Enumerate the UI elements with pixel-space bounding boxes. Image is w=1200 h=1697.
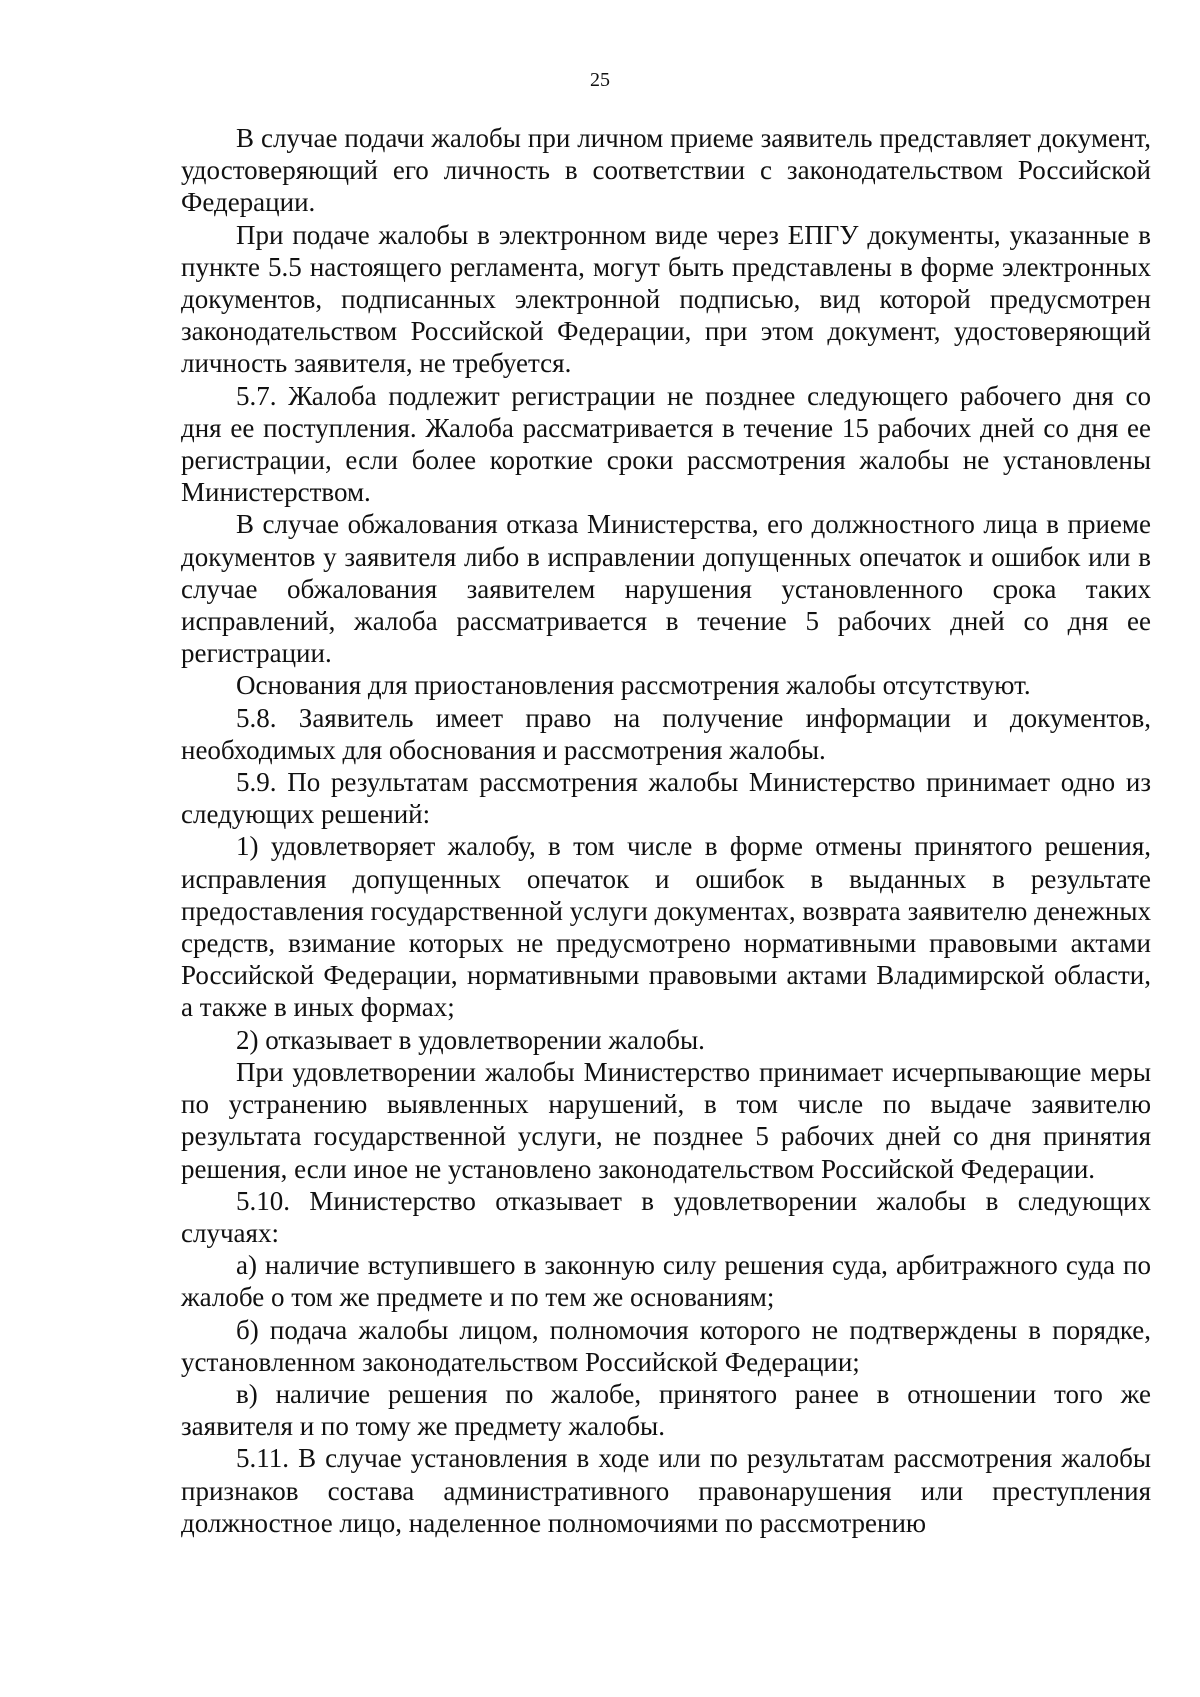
paragraph: б) подача жалобы лицом, полномочия которого не подтверждены в порядке, установленном законодательством Российской Федерации; xyxy=(181,1314,1151,1377)
paragraph: При подаче жалобы в электронном виде через ЕПГУ документы, указанные в пункте 5.5 настоящего регламента, могут быть представлены в форме электронных документов, подписанных электронной подписью, вид которой предусмотрен законодательством Российской Федерации, при этом документ, удостоверяющий личность заявителя, не требуется. xyxy=(181,219,1151,379)
paragraph: 5.7. Жалоба подлежит регистрации не позднее следующего рабочего дня со дня ее поступления. Жалоба рассматривается в течение 15 рабочих дней со дня ее регистрации, если более короткие сроки рассмотрения жалобы не установлены Министерством. xyxy=(181,380,1151,508)
paragraph: Основания для приостановления рассмотрения жалобы отсутствуют. xyxy=(236,670,1031,701)
document-body xyxy=(181,122,1151,1539)
paragraph: а) наличие вступившего в законную силу решения суда, арбитражного суда по жалобе о том же предмете и по тем же основаниям; xyxy=(181,1250,1151,1313)
paragraph: При удовлетворении жалобы Министерство принимает исчерпывающие меры по устранению выявленных нарушений, в том числе по выдаче заявителю результата государственной услуги, не позднее 5 рабочих дней со дня принятия решения, если иное не установлено законодательством Российской Федерации. xyxy=(181,1056,1151,1184)
paragraph: В случае обжалования отказа Министерства, его должностного лица в приеме документов у заявителя либо в исправлении допущенных опечаток и ошибок или в случае обжалования заявителем нарушения установленного срока таких исправлений, жалоба рассматривается в течение 5 рабочих дней со дня ее регистрации. xyxy=(181,509,1151,669)
paragraph: В случае подачи жалобы при личном приеме заявитель представляет документ, удостоверяющий его личность в соответствии с законодательством Российской Федерации. xyxy=(181,123,1151,218)
paragraph: 5.10. Министерство отказывает в удовлетворении жалобы в следующих случаях: xyxy=(181,1185,1151,1248)
paragraph: 2) отказывает в удовлетворении жалобы. xyxy=(236,1024,705,1055)
paragraph: 5.8. Заявитель имеет право на получение информации и документов, необходимых для обоснования и рассмотрения жалобы. xyxy=(181,702,1151,765)
paragraph: 5.11. В случае установления в ходе или по результатам рассмотрения жалобы признаков состава административного правонарушения или преступления должностное лицо, наделенное полномочиями по рассмотрению xyxy=(181,1443,1151,1538)
paragraph: в) наличие решения по жалобе, принятого ранее в отношении того же заявителя и по тому же предмету жалобы. xyxy=(181,1378,1151,1442)
page-number: 25 xyxy=(590,69,610,91)
paragraph: 5.9. По результатам рассмотрения жалобы Министерство принимает одно из следующих решений: xyxy=(181,767,1151,830)
paragraph: 1) удовлетворяет жалобу, в том числе в форме отмены принятого решения, исправления допущенных опечаток и ошибок в выданных в результате предоставления государственной услуги документах, возврата заявителю денежных средств, взимание которых не предусмотрено нормативными правовыми актами Российской Федерации, нормативными правовыми актами Владимирской области, а также в иных формах; xyxy=(181,831,1151,1023)
